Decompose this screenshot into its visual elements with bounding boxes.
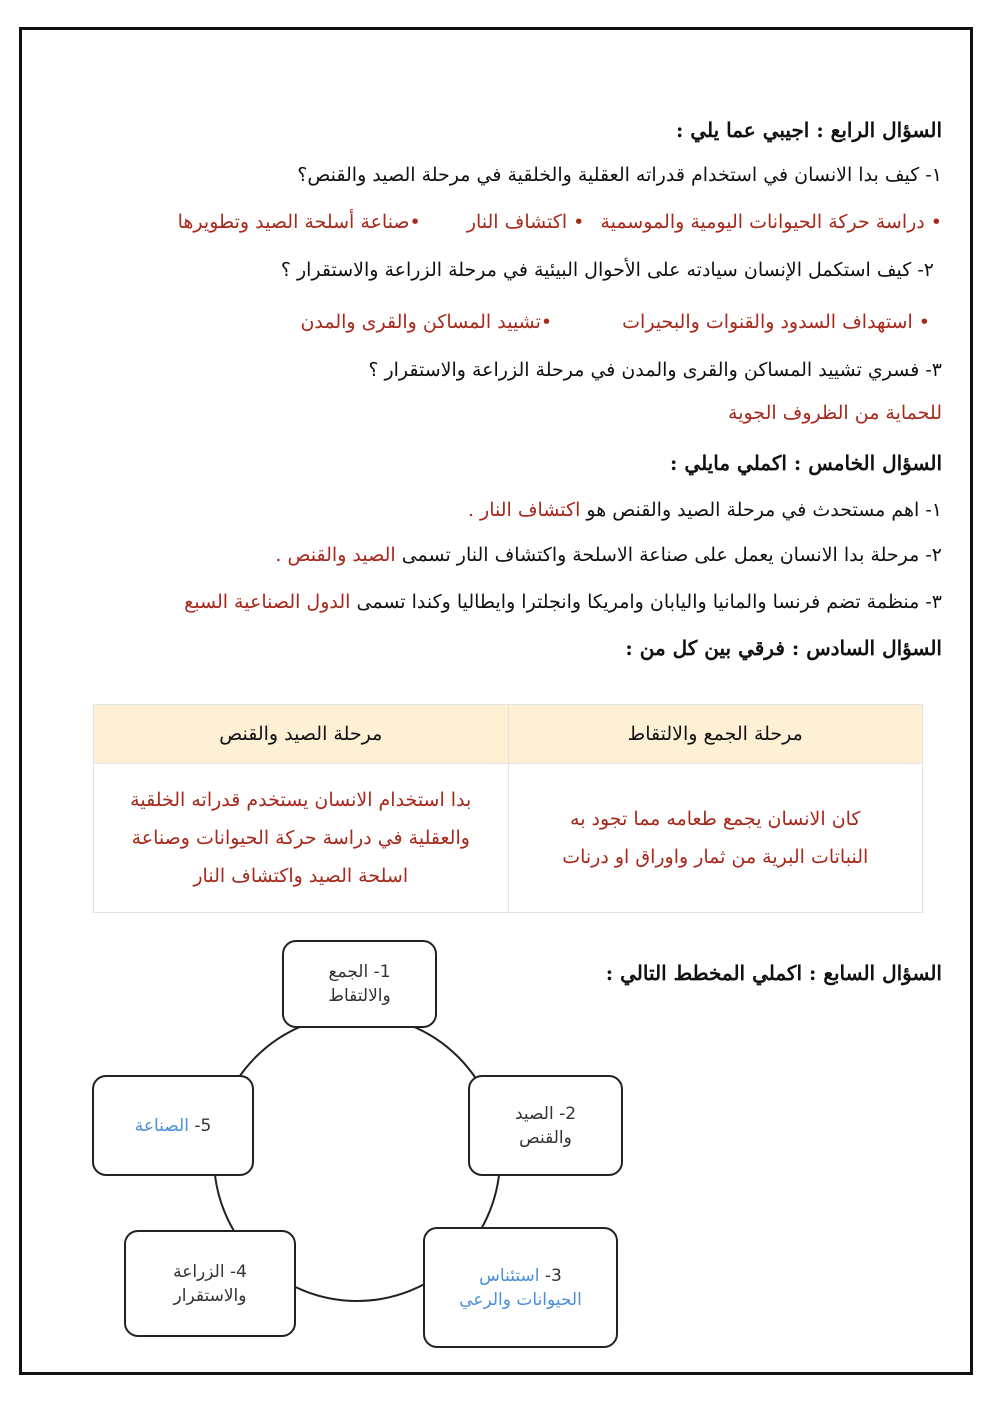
cycle-node-2-line2: والقنص [519, 1127, 572, 1148]
table-cell-hunting: بدا استخدام الانسان يستخدم قدراته الخلقية والعقلية في دراسة حركة الحيوانات وصناعة اسلحة الصيد واكتشاف النار [94, 764, 509, 913]
q4-answer-1-item: • اكتشاف النار [466, 211, 585, 233]
q5-item-1-text: ١- اهم مستحدث في مرحلة الصيد والقنص هو [580, 499, 942, 521]
table-header-row [94, 705, 923, 764]
q6-heading: السؤال السادس : فرقي بين كل من : [625, 636, 942, 660]
cycle-node-3-line2: الحيوانات والرعي [459, 1289, 582, 1310]
table-header-gathering: مرحلة الجمع والالتقاط [508, 705, 923, 764]
cycle-node-5-line1: 5- الصناعة [134, 1115, 212, 1136]
q5-item-3-text: ٣- منظمة تضم فرنسا والمانيا واليابان وامريكا وانجلترا وايطاليا وكندا تسمى [350, 591, 942, 613]
cycle-node-4-line2: والاستقرار [173, 1285, 247, 1306]
q4-answer-3: للحماية من الظروف الجوية [728, 402, 942, 424]
q5-item-3-answer: الدول الصناعية السبع [184, 591, 351, 613]
cycle-node-3-line1: 3- استئناس [479, 1265, 562, 1286]
cycle-node-5 [92, 1075, 254, 1176]
table-header-hunting: مرحلة الصيد والقنص [94, 705, 509, 764]
q4-answer-1-item: •صناعة أسلحة الصيد وتطويرها [177, 211, 421, 233]
q4-question-2: ٢- كيف استكمل الإنسان سيادته على الأحوال البيئية في مرحلة الزراعة والاستقرار ؟ [280, 259, 934, 281]
q4-question-3: ٣- فسري تشييد المساكن والقرى والمدن في مرحلة الزراعة والاستقرار ؟ [368, 359, 942, 381]
comparison-table [93, 704, 923, 913]
cycle-node-3 [423, 1227, 618, 1348]
q4-question-1: ١- كيف بدا الانسان في استخدام قدراته العقلية والخلقية في مرحلة الصيد والقنص؟ [297, 164, 942, 186]
q4-answer-2-item: • استهداف السدود والقنوات والبحيرات [622, 311, 930, 333]
q7-heading: السؤال السابع : اكملي المخطط التالي : [605, 961, 942, 985]
cycle-node-2-line1: 2- الصيد [514, 1103, 577, 1124]
q4-answer-2-item: •تشييد المساكن والقرى والمدن [300, 311, 553, 333]
cycle-node-4 [124, 1230, 296, 1337]
q4-heading: السؤال الرابع : اجيبي عما يلي : [675, 118, 942, 142]
q4-answer-1-item: • دراسة حركة الحيوانات اليومية والموسمية [600, 211, 942, 233]
q4-answer-1 [178, 208, 942, 236]
table-row [94, 764, 923, 913]
cycle-node-1-line1: 1- الجمع [328, 962, 391, 982]
q5-item-3 [184, 588, 942, 616]
cycle-node-2 [468, 1075, 623, 1176]
cycle-node-4-line1: 4- الزراعة [173, 1261, 247, 1282]
q5-item-1-answer: اكتشاف النار . [467, 499, 581, 521]
q5-item-1 [468, 496, 942, 524]
q5-item-2-text: ٢- مرحلة بدا الانسان يعمل على صناعة الاسلحة واكتشاف النار تسمى [395, 544, 942, 566]
q4-answer-2 [300, 308, 930, 336]
cycle-node-1-line2: والالتقاط [328, 986, 391, 1006]
q5-heading: السؤال الخامس : اكملي مايلي : [670, 451, 942, 475]
q5-item-2-answer: الصيد والقنص . [275, 544, 396, 566]
q5-item-2 [275, 541, 942, 569]
cycle-node-1 [282, 940, 437, 1028]
table-cell-gathering: كان الانسان يجمع طعامه مما تجود به النباتات البرية من ثمار واوراق او درنات [508, 764, 923, 913]
